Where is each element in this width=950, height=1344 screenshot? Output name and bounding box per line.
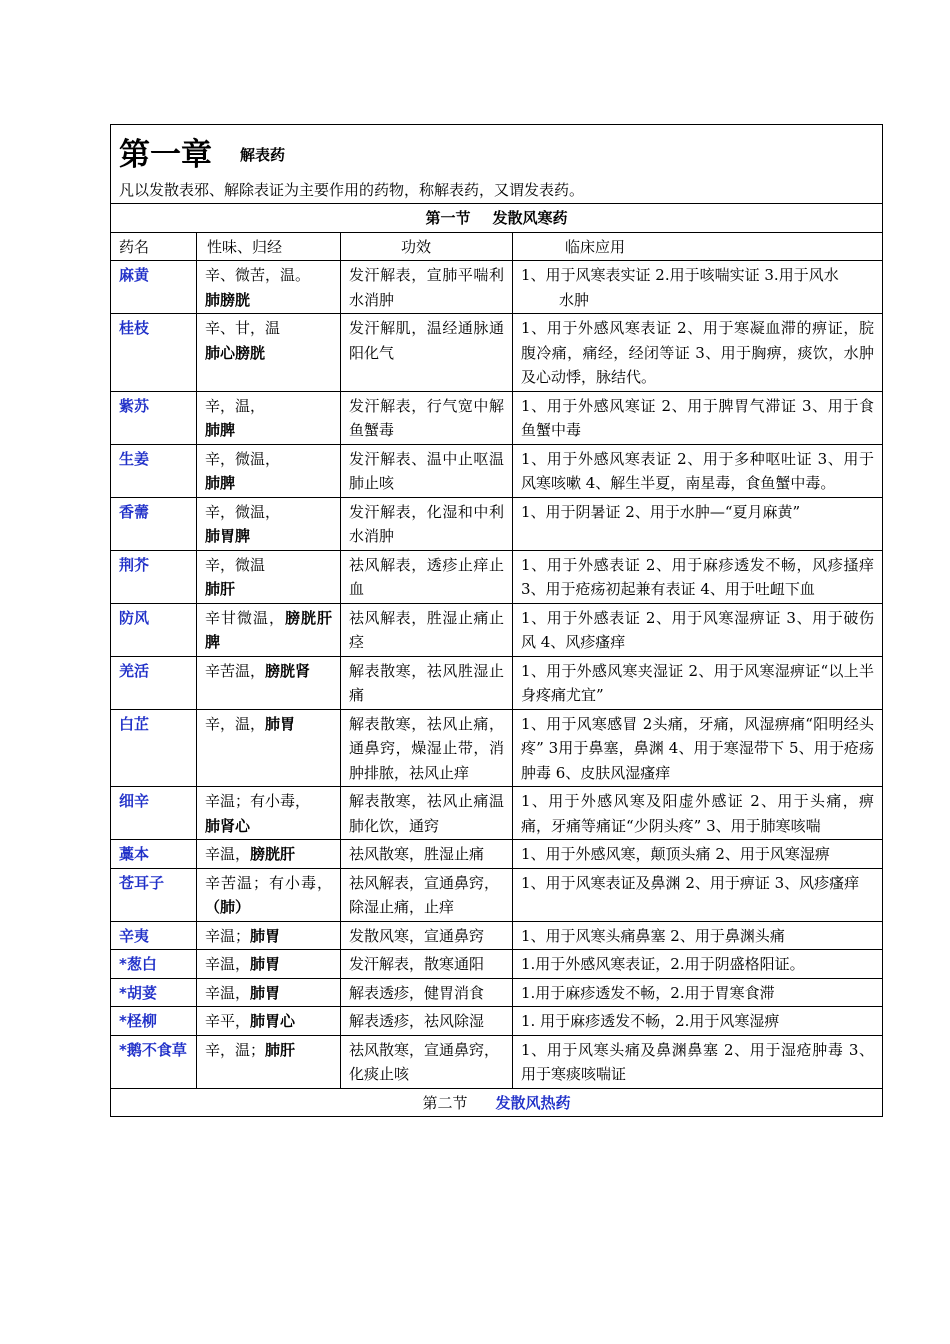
herb-meridian: 膀胱肾: [265, 661, 311, 680]
herb-nature: 辛温，: [205, 845, 251, 863]
herb-meridian: 肺胃: [250, 955, 281, 973]
chapter-subtitle: 解表药: [240, 146, 286, 164]
chapter-title: 第一章: [119, 137, 212, 173]
herb-effect: 发汗解表，行气宽中解鱼蟹毒: [349, 396, 504, 439]
herb-nature: 辛，微温，: [205, 449, 281, 468]
chapter-row: [111, 125, 883, 204]
herb-name: 紫苏: [119, 396, 150, 415]
herb-meridian: 肺脾: [205, 421, 236, 439]
herb-clinical-cont: 水肿: [559, 290, 590, 309]
herb-nature: 辛苦温，: [205, 661, 266, 680]
herb-effect: 祛风散寒，宣通鼻窍，: [349, 1040, 500, 1059]
herb-name: 羌活: [119, 661, 150, 680]
herb-name: 苍耳子: [119, 873, 165, 892]
table-row: [111, 603, 883, 656]
header-clinical: 临床应用: [513, 232, 883, 261]
herb-name: 辛夷: [119, 926, 150, 945]
herb-meridian: 肺胃: [250, 926, 281, 945]
herb-name: *葱白: [119, 955, 157, 973]
herb-clinical: 1、用于阴暑证 2、用于水肿—“夏月麻黄”: [521, 502, 801, 521]
herb-name: 荆芥: [119, 555, 150, 574]
herb-nature: 辛，微温，: [205, 502, 281, 521]
herb-effect-cont: 化痰止咳: [349, 1065, 410, 1083]
table-row: [111, 550, 883, 603]
herb-nature: 辛，温；: [205, 1040, 266, 1059]
header-nature: 性味、归经: [197, 232, 341, 261]
herb-effect: 祛风解表，宣通鼻窍，: [349, 873, 500, 892]
herb-nature: 辛温，: [205, 983, 251, 1002]
herb-effect: 发散风寒，宣通鼻窍: [349, 926, 485, 945]
herb-name: 生姜: [119, 449, 150, 468]
document-page: [110, 124, 882, 1117]
herb-table: [110, 124, 883, 1117]
herb-name: 白芷: [119, 714, 150, 733]
section-name: 发散风寒药: [492, 209, 568, 227]
herb-name: 防风: [119, 608, 150, 627]
herb-nature: 辛，温，: [205, 396, 266, 415]
herb-effect: 发汗解表，宣肺平喘利水消肿: [349, 266, 504, 309]
header-name: 药名: [111, 232, 197, 261]
table-row: [111, 840, 883, 869]
herb-clinical: 1、用于风寒感冒 2头痛，牙痛，风湿痹痛“阳明经头疼” 3用于鼻塞，鼻渊 4、用于寒湿带下 5、用于疮疡肿毒 6、皮肤风湿瘙痒: [521, 714, 875, 782]
header-effect: 功效: [341, 232, 513, 261]
herb-nature: 辛，温，: [205, 714, 266, 733]
herb-clinical: 1、用于外感风寒表证 2、用于寒凝血滞的痹证，脘腹冷痛，痛经，经闭等证 3、用于胸痹，痰饮，水肿及心动悸，脉结代。: [521, 319, 875, 386]
herb-clinical: 1、用于风寒表证及鼻渊 2、用于痹证 3、风疹瘙痒: [521, 873, 860, 892]
herb-name: 麻黄: [119, 266, 150, 284]
herb-name: *鹅不食草: [119, 1040, 187, 1059]
herb-effect: 祛风解表，胜湿止痛止痉: [349, 608, 504, 651]
herb-meridian: 肺肝: [265, 1040, 296, 1059]
herb-clinical: 1、用于外感风寒，颠顶头痛 2、用于风寒湿痹: [521, 845, 830, 863]
herb-nature: 辛苦温；有小毒，: [205, 873, 332, 892]
section-row: [111, 204, 883, 233]
herb-nature: 辛、甘，温: [205, 319, 281, 337]
herb-name: *胡荽: [119, 983, 157, 1002]
herb-clinical: 1、用于外感表证 2、用于风寒湿痹证 3、用于破伤风 4、风疹瘙痒: [521, 608, 875, 651]
herb-meridian: 肺心膀胱: [205, 343, 266, 362]
table-row: [111, 656, 883, 709]
herb-meridian: （肺）: [205, 898, 251, 916]
table-row: [111, 497, 883, 550]
herb-nature: 辛，微温: [205, 555, 266, 574]
herb-clinical: 1. 用于麻疹透发不畅，2.用于风寒湿痹: [521, 1012, 780, 1030]
herb-clinical: 1、用于外感风寒及阳虚外感证 2、用于头痛，痹痛，牙痛等痛证“少阴头疼” 3、用于肺寒咳喘: [521, 792, 875, 835]
herb-clinical: 1、用于外感风寒表证 2、用于多种呕吐证 3、用于风寒咳嗽 4、解生半夏，南星毒，食鱼蟹中毒。: [521, 449, 875, 492]
herb-clinical: 1、用于风寒头痛及鼻渊鼻塞 2、用于湿疮肿毒 3、用于寒痰咳喘证: [521, 1040, 875, 1083]
table-header-row: [111, 232, 883, 261]
herb-effect: 解表散寒，祛风胜湿止痛: [349, 661, 504, 704]
table-row: [111, 314, 883, 392]
table-row: [111, 444, 883, 497]
table-row: [111, 921, 883, 950]
herb-meridian: 膀胱肝脾: [205, 608, 332, 651]
herb-effect: 解表散寒，祛风止痛温肺化饮，通窍: [349, 792, 504, 835]
table-row: [111, 391, 883, 444]
herb-effect: 发汗解表，散寒通阳: [349, 955, 485, 973]
table-row: [111, 978, 883, 1007]
section-label: 第一节: [425, 209, 471, 227]
herb-effect: 解表散寒，祛风止痛，通鼻窍，燥湿止带，消肿排脓，祛风止痒: [349, 714, 504, 782]
herb-name: 桂枝: [119, 319, 150, 337]
herb-meridian: 肺膀胱: [205, 290, 251, 309]
table-row: [111, 868, 883, 921]
herb-effect: 祛风散寒，胜湿止痛: [349, 845, 485, 863]
table-row: [111, 1035, 883, 1088]
herb-effect: 发汗解表，化湿和中利水消肿: [349, 502, 504, 545]
herb-nature: 辛甘微温，: [205, 608, 285, 627]
section-row: [111, 1088, 883, 1117]
herb-meridian: 肺胃: [250, 983, 281, 1002]
herb-nature: 辛平，: [205, 1012, 251, 1030]
herb-clinical: 1、用于风寒表实证 2.用于咳喘实证 3.用于风水: [521, 266, 839, 284]
section-name: 发散风热药: [495, 1093, 571, 1112]
herb-clinical: 1、用于外感风寒夹湿证 2、用于风寒湿痹证“以上半身疼痛尤宜”: [521, 661, 875, 704]
chapter-intro: 凡以发散表邪、解除表证为主要作用的药物，称解表药，又谓发表药。: [119, 181, 585, 199]
herb-name: *柽柳: [119, 1012, 157, 1030]
herb-clinical: 1、用于风寒头痛鼻塞 2、用于鼻渊头痛: [521, 926, 785, 945]
herb-name: 细辛: [119, 792, 150, 810]
herb-effect: 发汗解表、温中止呕温肺止咳: [349, 449, 504, 492]
herb-nature: 辛温；有小毒，: [205, 792, 311, 810]
herb-effect: 祛风解表，透疹止痒止血: [349, 555, 504, 598]
table-row: [111, 261, 883, 314]
herb-name: 藁本: [119, 845, 150, 863]
herb-nature: 辛温，: [205, 955, 251, 973]
herb-meridian: 肺胃心: [250, 1012, 296, 1030]
herb-effect-cont: 除湿止痛，止痒: [349, 898, 455, 916]
herb-meridian: 肺脾: [205, 474, 236, 492]
herb-meridian: 肺胃脾: [205, 527, 251, 545]
herb-nature: 辛、微苦，温。: [205, 266, 311, 284]
herb-clinical: 1.用于麻疹透发不畅，2.用于胃寒食滞: [521, 983, 775, 1002]
table-row: [111, 950, 883, 979]
herb-clinical: 1、用于外感风寒证 2、用于脾胃气滞证 3、用于食鱼蟹中毒: [521, 396, 875, 439]
herb-nature: 辛温；: [205, 926, 251, 945]
table-row: [111, 1007, 883, 1036]
table-row: [111, 709, 883, 787]
herb-name: 香薷: [119, 502, 150, 521]
herb-effect: 解表透疹，健胃消食: [349, 983, 485, 1002]
herb-effect: 解表透疹，祛风除湿: [349, 1012, 485, 1030]
herb-meridian: 肺肾心: [205, 816, 251, 835]
herb-meridian: 膀胱肝: [250, 845, 296, 863]
herb-clinical: 1.用于外感风寒表证，2.用于阴盛格阳证。: [521, 955, 805, 973]
herb-effect: 发汗解肌，温经通脉通阳化气: [349, 319, 504, 362]
herb-clinical: 1、用于外感表证 2、用于麻疹透发不畅，风疹搔痒 3、用于疮疡初起兼有表证 4、用于吐衄下血: [521, 555, 875, 598]
section-label: 第二节: [422, 1093, 468, 1112]
herb-meridian: 肺肝: [205, 580, 236, 598]
table-row: [111, 787, 883, 840]
herb-meridian: 肺胃: [265, 714, 296, 733]
